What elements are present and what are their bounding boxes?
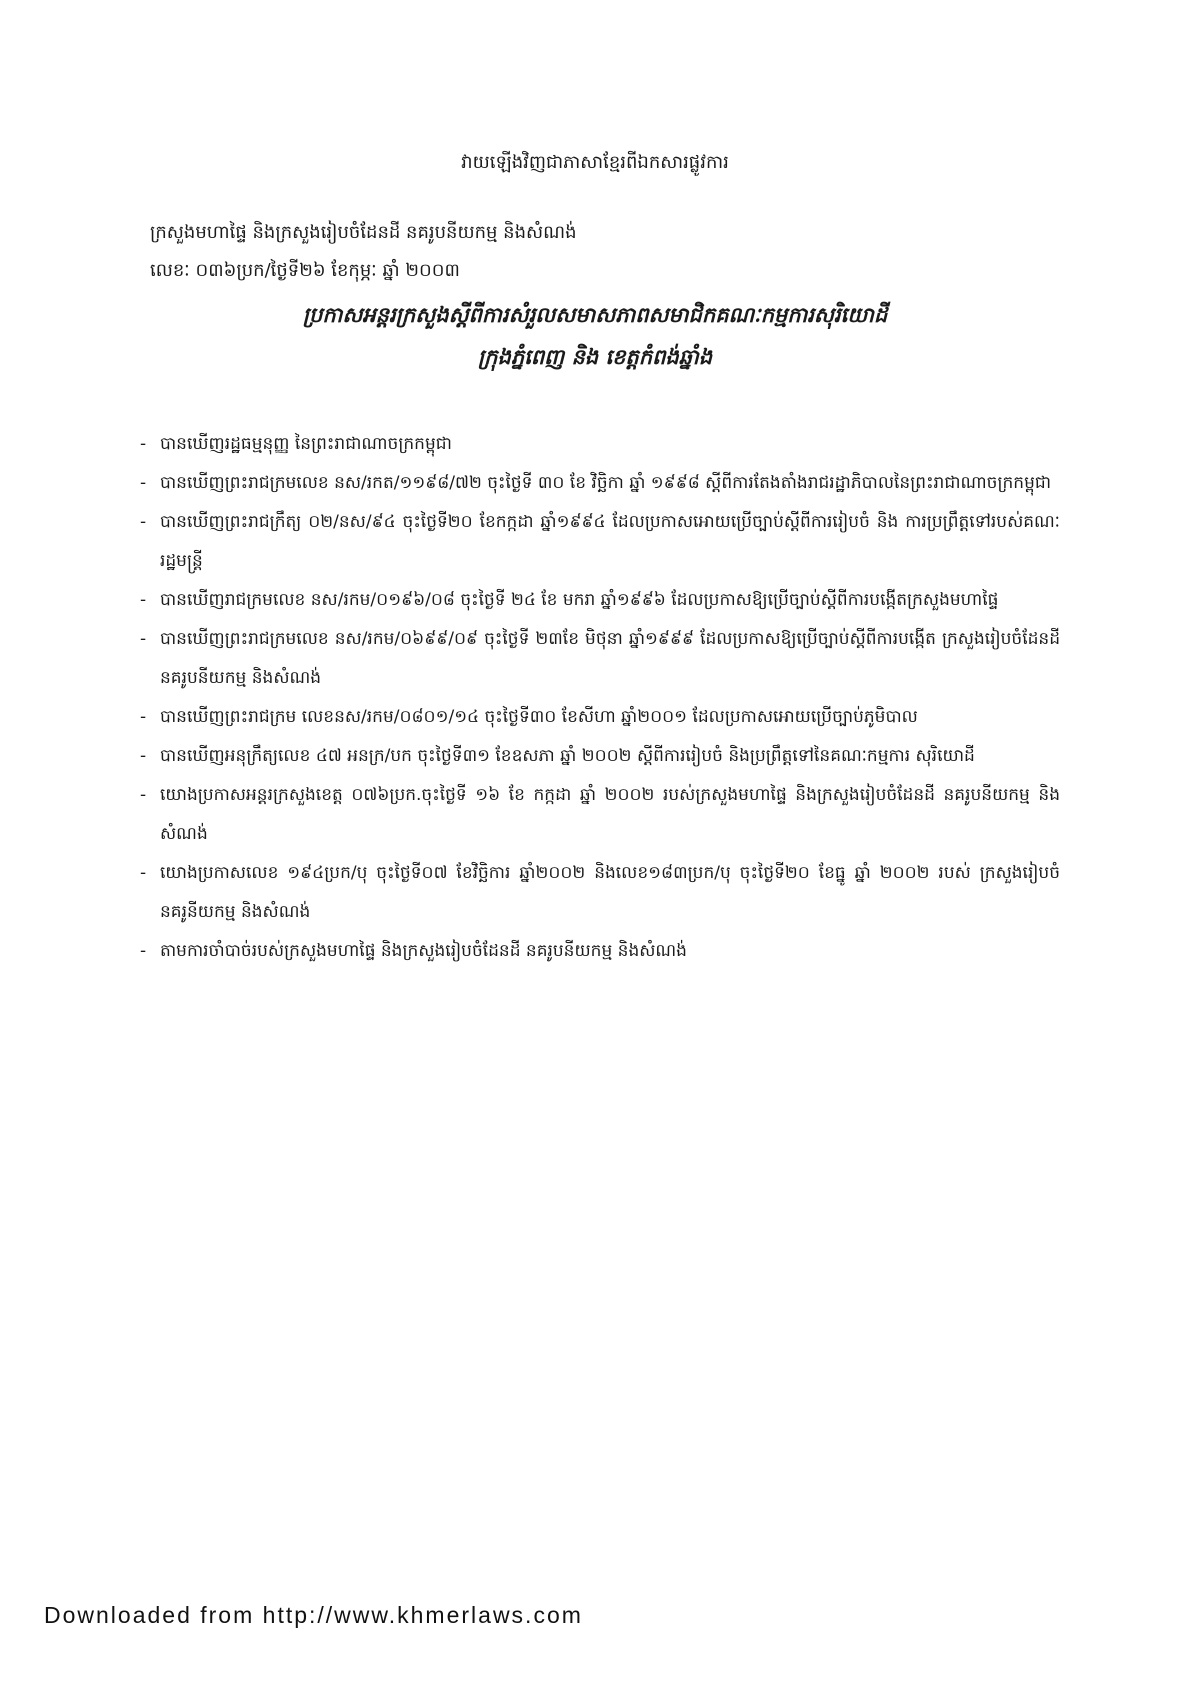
list-item-text: បានឃើញព្រះរាជក្រមលេខ នស/រកម/០៦៩៩/០៩ ចុះថ្ងៃទី ២៣ខែ មិថុនា ឆ្នាំ១៩៩៩ ដែលប្រកាសឱ្យប្រើច្បាប់ស្តីពីការបង្កើត ក្រសួងរៀបចំដែនដី នគរូបនីយកម្ម និងសំណង់ [160,629,1060,688]
issuing-ministries: ក្រសួងមហាផ្ទៃ និងក្រសួងរៀបចំដែនដី នគរូបនីយកម្ម និងសំណង់ [150,222,577,243]
list-item [140,854,1060,932]
list-item [140,737,1060,776]
list-dash: - [140,746,147,766]
document-title: ប្រកាសអន្តរក្រសួងស្តីពីការសំរួលសមាសភាពសមាជិកគណៈកម្មការសុរិយោដី [302,303,888,327]
list-item-text: បានឃើញព្រះរាជក្រម លេខនស/រកម/០៨០១/១៤ ចុះថ្ងៃទី៣០ ខែសីហា ឆ្នាំ២០០១ ដែលប្រកាសអោយប្រើច្បាប់ភូមិបាល [160,707,918,727]
list-item [140,581,1060,620]
list-item-text: បានឃើញព្រះរាជក្រឹត្យ ០២/នស/៩៤ ចុះថ្ងៃទី២០ ខែកក្កដា ឆ្នាំ១៩៩៤ ដែលប្រកាសអោយប្រើច្បាប់ស្តីពីការរៀបចំ និង ការប្រព្រឹត្តទៅរបស់គណៈរដ្ឋមន្ត្រី [160,512,1060,571]
document-subtitle: ក្រុងភ្នំពេញ និង ខេត្តកំពង់ឆ្នាំង [477,345,713,369]
reference-number: លេខៈ ០៣៦ប្រក/ថ្ងៃទី២៦ ខែកុម្ភៈ ឆ្នាំ ២០០៣ [150,260,460,281]
list-item-text: បានឃើញរាជក្រមលេខ នស/រកម/០១៩៦/០៨ ចុះថ្ងៃទី ២៤ ខែ មករា ឆ្នាំ១៩៩៦ ដែលប្រកាសឱ្យប្រើច្បាប់ស្តីពីការបង្កើតក្រសួងមហាផ្ទៃ [160,590,999,610]
list-dash: - [140,512,147,532]
download-source-footer: Downloaded from http://www.khmerlaws.com [44,1602,583,1628]
list-item-text: យោងប្រកាសអន្តរក្រសួងខេត្ត ០៧៦ប្រក.ចុះថ្ងៃទី ១៦ ខែ កក្កដា ឆ្នាំ ២០០២ របស់ក្រសួងមហាផ្ទៃ និងក្រសួងរៀបចំដែនដី នគរូបនីយកម្ម និងសំណង់ [160,785,1060,844]
list-item-text: តាមការចាំបាច់របស់ក្រសួងមហាផ្ទៃ និងក្រសួងរៀបចំដែនដី នគរូបនីយកម្ម និងសំណង់ [160,941,687,961]
list-dash: - [140,785,147,805]
list-dash: - [140,473,147,493]
list-item [140,776,1060,854]
list-item [140,932,1060,971]
list-item [140,620,1060,698]
list-item [140,425,1060,464]
header-note: វាយឡើងវិញជាភាសាខ្មែរពីឯកសារផ្លូវការ [461,152,729,173]
list-item [140,698,1060,737]
list-item-text: យោងប្រកាសលេខ ១៩៤ប្រក/បុ ចុះថ្ងៃទី០៧ ខែវិច្ឆិការ ឆ្នាំ២០០២ និងលេខ១៨៣ប្រក/បុ ចុះថ្ងៃទី២០ ខែធ្នូ ឆ្នាំ ២០០២ របស់ ក្រសួងរៀបចំ នគរូនីយកម្ម និងសំណង់ [160,863,1060,922]
list-item [140,503,1060,581]
list-dash: - [140,629,147,649]
list-dash: - [140,863,147,883]
list-item-text: បានឃើញព្រះរាជក្រមលេខ នស/រកត/១១៩៨/៧២ ចុះថ្ងៃទី ៣០ ខែ វិច្ឆិកា ឆ្នាំ ១៩៩៨ ស្តីពីការតែងតាំងរាជរដ្ឋាភិបាលនៃព្រះរាជាណាចក្រកម្ពុជា [160,473,1052,493]
list-dash: - [140,941,147,961]
list-item-text: បានឃើញរដ្ឋធម្មនុញ្ញ នៃព្រះរាជាណាចក្រកម្ពុជា [160,434,452,454]
list-dash: - [140,590,147,610]
list-dash: - [140,707,147,727]
list-item-text: បានឃើញអនុក្រឹត្យលេខ ៤៧ អនក្រ/បក ចុះថ្ងៃទី៣១ ខែឧសភា ឆ្នាំ ២០០២ ស្តីពីការរៀបចំ និងប្រព្រឹត្តទៅនៃគណៈកម្មការ សុរិយោដី [160,746,975,766]
list-dash: - [140,434,147,454]
considerations-list [140,425,1060,971]
list-item [140,464,1060,503]
